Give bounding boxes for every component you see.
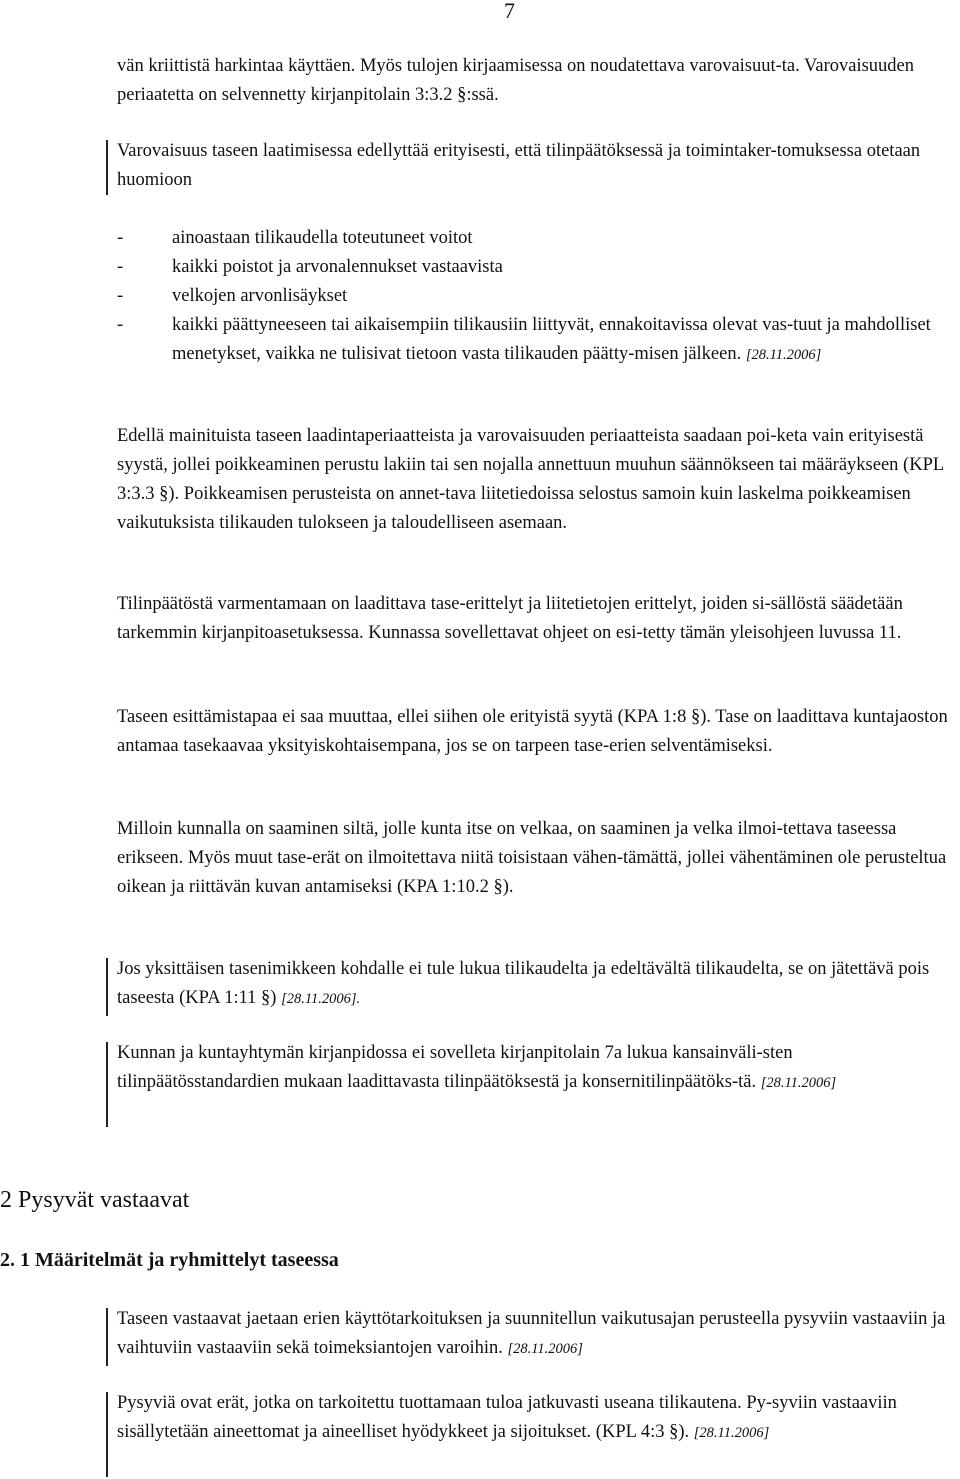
- amendment-date: [28.11.2006]: [693, 1425, 770, 1441]
- list-item: [117, 311, 957, 370]
- list-item: [117, 282, 957, 311]
- list-item: [117, 253, 957, 282]
- ifrs-text: Kunnan ja kuntayhtymän kirjanpidossa ei sovelleta kirjanpitolain 7a lukua kansainväli-sten tilinpäätösstandardien mukaan laadittavasta tilinpäätöksestä ja konsernitilinpäätöks-tä.: [117, 1043, 793, 1092]
- specifications-text: Tilinpäätöstä varmentamaan on laadittava tase-erittelyt ja liitetietojen erittelyt, joiden si-sällöstä säädetään tarkemmin kirjanpitoasetuksessa. Kunnassa sovellettavat ohjeet on esi-tetty tämän yleisohjeen luvussa 11.: [117, 594, 903, 643]
- intro-text: vän kriittistä harkintaa käyttäen. Myös tulojen kirjaamisessa on noudatettava varovaisuut-ta. Varovaisuuden periaatetta on selvennetty kirjanpitolain 3:3.2 §:ssä.: [117, 56, 914, 105]
- revision-bar: [106, 1392, 108, 1477]
- prudence-list: [117, 224, 957, 370]
- revision-bar: [106, 1042, 108, 1127]
- list-item-text: kaikki poistot ja arvonalennukset vastaavista: [172, 257, 503, 277]
- deviation-paragraph: [117, 422, 957, 538]
- presentation-paragraph: [117, 703, 957, 761]
- assets-division-text: Taseen vastaavat jaetaan erien käyttötarkoituksen ja suunnitellun vaikutusajan perusteella pysyviin vastaaviin ja vaihtuviin vastaaviin sekä toimeksiantojen varoihin.: [117, 1309, 946, 1358]
- ifrs-paragraph: [117, 1039, 957, 1098]
- list-item-text: velkojen arvonlisäykset: [172, 286, 348, 306]
- offsetting-text: Milloin kunnalla on saaminen siltä, jolle kunta itse on velkaa, on saaminen ja velka ilmoi-tettava taseessa erikseen. Myös muut tase-erät on ilmoitettava niitä toisistaan vähen-tämättä, jollei vähentäminen ole perusteltua oikean ja riittävän kuvan antamiseksi (KPA 1:10.2 §).: [117, 819, 947, 897]
- list-item-text: kaikki päättyneeseen tai aikaisempiin tilikausiin liittyvät, ennakoitavissa olevat vas-tuut ja mahdolliset menetykset, vaikka ne tulisivat tietoon vasta tilikauden päätty-misen jälkeen.: [172, 315, 931, 364]
- offsetting-paragraph: [117, 815, 957, 902]
- page-number: 7: [504, 0, 515, 23]
- section-heading: 2 Pysyvät vastaavat: [0, 1187, 190, 1213]
- list-item: [117, 224, 957, 253]
- list-dash: -: [117, 228, 124, 248]
- no-amount-paragraph: [117, 955, 957, 1014]
- list-dash: -: [117, 315, 124, 335]
- fixed-assets-text: Pysyviä ovat erät, jotka on tarkoitettu tuottamaan tuloa jatkuvasti useana tilikautena. Py-syviin vastaaviin sisällytetään aineettomat ja aineelliset hyödykkeet ja sijoitukset. (KPL 4:3 §).: [117, 1393, 897, 1442]
- list-item-text: ainoastaan tilikaudella toteutuneet voitot: [172, 228, 473, 248]
- list-dash: -: [117, 257, 124, 277]
- fixed-assets-paragraph: [117, 1389, 957, 1448]
- intro-paragraph: [117, 52, 957, 110]
- amendment-date: [28.11.2006]: [760, 1075, 837, 1091]
- list-dash: -: [117, 286, 124, 306]
- revision-bar: [106, 140, 108, 195]
- deviation-text: Edellä mainituista taseen laadintaperiaatteista ja varovaisuuden periaatteista saadaan poi-keta vain erityisestä syystä, jollei poikkeaminen perustu lakiin tai sen nojalla annettuun muuhun säännökseen tai määräykseen (KPL 3:3.3 §). Poikkeamisen perusteista on annet-tava liitetiedoissa selostus samoin kuin laskelma poikkeamisen vaikutuksista tilikauden tulokseen ja taloudelliseen asemaan.: [117, 426, 944, 533]
- revision-bar: [106, 1308, 108, 1366]
- prudence-lead: [117, 137, 957, 195]
- specifications-paragraph: [117, 590, 957, 648]
- amendment-date: [28.11.2006].: [281, 991, 361, 1007]
- prudence-lead-text: Varovaisuus taseen laatimisessa edellyttää erityisesti, että tilinpäätöksessä ja toimintaker-tomuksessa otetaan huomioon: [117, 141, 921, 190]
- amendment-date: [28.11.2006]: [745, 347, 822, 363]
- assets-division-paragraph: [117, 1305, 957, 1364]
- amendment-date: [28.11.2006]: [507, 1341, 583, 1357]
- presentation-text: Taseen esittämistapaa ei saa muuttaa, ellei siihen ole erityistä syytä (KPA 1:8 §). Tase on laadittava kuntajaoston antamaa tasekaavaa yksityiskohtaisempana, jos se on tarpeen tase-erien selventämiseksi.: [117, 707, 948, 756]
- no-amount-text: Jos yksittäisen tasenimikkeen kohdalle ei tule lukua tilikaudelta ja edeltävältä tilikaudelta, se on jätettävä pois taseesta (KPA 1:11 §): [117, 959, 930, 1008]
- revision-bar: [106, 958, 108, 1016]
- subsection-heading: 2. 1 Määritelmät ja ryhmittelyt taseessa: [0, 1249, 339, 1271]
